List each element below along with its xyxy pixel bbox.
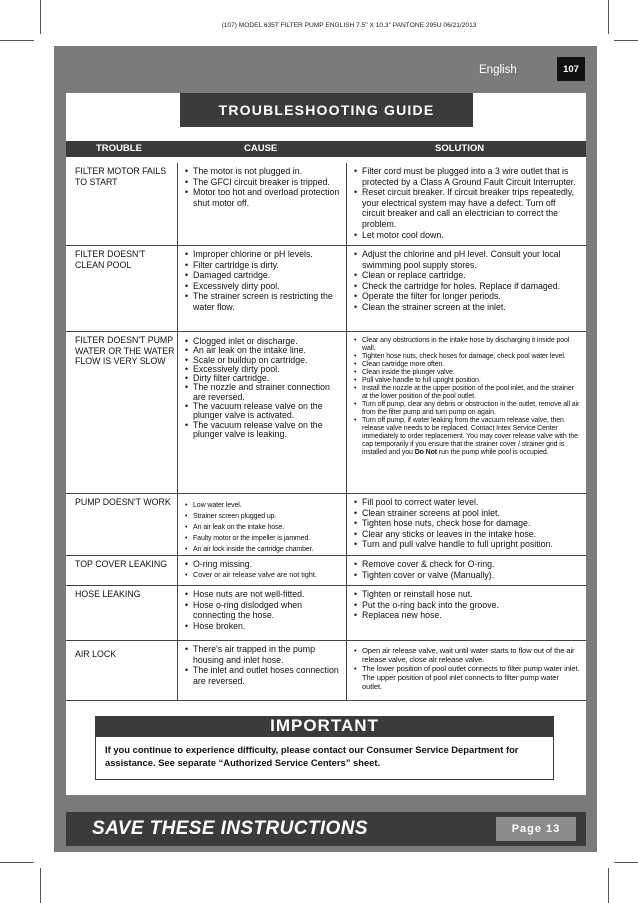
solution-item: • Pull valve handle to full upright position.: [352, 377, 580, 385]
solution-item: • Tighten cover or valve (Manually).: [352, 570, 580, 581]
cause-item: • Excessively dirty pool.: [183, 281, 343, 292]
cause-item: • Strainer screen plugged up.: [183, 511, 343, 522]
cause-list: [183, 166, 343, 208]
cause-item: • An air lock inside the cartridge chamber.: [183, 544, 343, 555]
cause-item: • Cover or air release valve are not tight.: [183, 570, 343, 581]
trouble-cell: HOSE LEAKING: [75, 589, 141, 599]
important-notice: If you continue to experience difficulty, please contact our Consumer Service Department for assistance. See separate “Authorized Service Centers” sheet.: [95, 736, 554, 780]
guide-title: TROUBLESHOOTING GUIDE: [180, 93, 473, 127]
troubleshooting-guide: [66, 93, 586, 795]
cause-item: • An air leak on the intake line.: [183, 346, 343, 355]
solution-item: • Clean or replace cartridge.: [352, 270, 580, 281]
solution-item: • Clear any sticks or leaves in the intake hose.: [352, 529, 580, 540]
trouble-cell: FILTER DOESN'T CLEAN POOL: [75, 249, 146, 270]
solution-item: • The lower position of pool outlet connects to filter pump water inlet. The upper position of pool inlet connects to filter pump water outlet.: [352, 664, 580, 691]
solution-item: • Adjust the chlorine and pH level. Consult your local swimming pool supply stores.: [352, 249, 580, 270]
cause-list: [183, 500, 343, 555]
solution-item: • Replacea new hose.: [352, 610, 580, 621]
cause-item: • Faulty motor or the impeller is jammed.: [183, 533, 343, 544]
table-row: [66, 641, 586, 701]
crop-mark: [614, 862, 638, 863]
table-header: [66, 141, 586, 157]
solution-item: • Clear any obstructions in the intake hose by discharging it inside pool wall.: [352, 337, 580, 353]
column-header-solution: SOLUTION: [435, 143, 485, 154]
solution-item: • Let motor cool down.: [352, 230, 580, 241]
cause-item: • Improper chlorine or pH levels.: [183, 249, 343, 260]
solution-item: • Filter cord must be plugged into a 3 wire outlet that is protected by a Class A Ground Fault Circuit Interrupter.: [352, 166, 580, 187]
cause-list: [183, 559, 343, 580]
cause-item: • The GFCI circuit breaker is tripped.: [183, 177, 343, 188]
solution-item: • Tighten hose nuts, check hose for damage.: [352, 518, 580, 529]
solution-item: • Turn off pump, clear any debris or obstruction in the outlet, remove all air from the filter pump and turn pump on again.: [352, 401, 580, 417]
trouble-cell: TOP COVER LEAKING: [75, 559, 168, 569]
solution-item: • Check the cartridge for holes. Replace if damaged.: [352, 281, 580, 292]
cause-list: [183, 249, 343, 313]
crop-mark: [614, 40, 638, 41]
solution-item: • Clean the strainer screen at the inlet.: [352, 302, 580, 313]
cause-item: • The vacuum release valve on the plunger valve is leaking.: [183, 421, 343, 440]
table-row: [66, 586, 586, 641]
solution-item: • Operate the filter for longer periods.: [352, 291, 580, 302]
solution-list: [352, 166, 580, 240]
print-spec-header: (107) MODEL 635T FILTER PUMP ENGLISH 7.5" X 10.3" PANTONE 295U 06/21/2013: [221, 22, 477, 29]
crop-mark: [608, 868, 609, 903]
solution-item: • Tighten hose nuts, check hoses for damage, check pool water level.: [352, 353, 580, 361]
save-instructions-title: SAVE THESE INSTRUCTIONS: [92, 818, 368, 839]
solution-list: [352, 646, 580, 691]
trouble-cell: FILTER MOTOR FAILS TO START: [75, 166, 167, 187]
cause-list: [183, 337, 343, 439]
table-row: [66, 163, 586, 246]
solution-item: • Open air release valve, wait until water starts to flow out of the air release valve, close air release valve.: [352, 646, 580, 664]
cause-item: • There's air trapped in the pump housing and inlet hose.: [183, 644, 343, 665]
table-row: [66, 246, 586, 332]
cause-list: [183, 589, 343, 631]
solution-item: • Clean cartridge more often.: [352, 361, 580, 369]
cause-item: • Motor too hot and overload protection shut motor off.: [183, 187, 343, 208]
column-header-cause: CAUSE: [244, 143, 278, 154]
cause-item: • Hose nuts are not well-fitted.: [183, 589, 343, 600]
cause-item: • Clogged inlet or discharge.: [183, 337, 343, 346]
cause-list: [183, 644, 343, 686]
cause-item: • The inlet and outlet hoses connection are reversed.: [183, 665, 343, 686]
cause-item: • Hose broken.: [183, 621, 343, 632]
solution-list: [352, 559, 580, 580]
solution-item: • Clean strainer screens at pool inlet.: [352, 508, 580, 519]
solution-list: [352, 337, 580, 457]
solution-list: [352, 497, 580, 550]
solution-item: • Fill pool to correct water level.: [352, 497, 580, 508]
cause-item: • The nozzle and strainer connection are reversed.: [183, 383, 343, 402]
crop-mark: [0, 40, 34, 41]
page-badge: 107: [557, 57, 585, 81]
cause-item: • The vacuum release valve on the plunger valve is activated.: [183, 402, 343, 421]
solution-item: • Clean inside the plunger valve.: [352, 369, 580, 377]
trouble-cell: AIR LOCK: [75, 649, 117, 659]
table-row: [66, 332, 586, 494]
important-heading: IMPORTANT: [95, 716, 554, 736]
footer-bar: [66, 812, 586, 846]
language-label: English: [479, 64, 517, 76]
cause-item: • The strainer screen is restricting the water flow.: [183, 291, 343, 312]
solution-item: • Remove cover & check for O-ring.: [352, 559, 580, 570]
solution-item: • Install the nozzle at the upper position of the pool inlet, and the strainer at the lower position of the pool outlet.: [352, 385, 580, 401]
solution-list: [352, 589, 580, 621]
solution-item: • Reset circuit breaker. If circuit breaker trips repeatedly, your electrical system may have a defect. Turn off circuit breaker and call an electrician to correct the problem.: [352, 187, 580, 229]
cause-item: • Hose o-ring dislodged when connecting the hose.: [183, 600, 343, 621]
solution-list: [352, 249, 580, 313]
table-row: [66, 494, 586, 556]
crop-mark: [40, 868, 41, 903]
solution-item: • Turn and pull valve handle to full upright position.: [352, 539, 580, 550]
cause-item: • Low water level.: [183, 500, 343, 511]
crop-mark: [0, 862, 34, 863]
cause-item: • O-ring missing.: [183, 559, 343, 570]
cause-item: • Dirty filter cartridge.: [183, 374, 343, 383]
table-row: [66, 556, 586, 586]
cause-item: • Excessively dirty pool.: [183, 365, 343, 374]
solution-item: • Turn off pump, if water leaking from the vacuum release valve, then release valve needs to be replaced. Contact Intex Service Center immediately to order replacement. You may cover release valve with the cap temporarily if you ensure that the strainer cover / strainer grid is installed and you Do Not run the pump while pool is occupied.: [352, 417, 580, 457]
trouble-cell: PUMP DOESN'T WORK: [75, 497, 171, 507]
cause-item: • Filter cartridge is dirty.: [183, 260, 343, 271]
column-header-trouble: TROUBLE: [96, 143, 142, 154]
trouble-cell: FILTER DOESN'T PUMP WATER OR THE WATER FLOW IS VERY SLOW: [75, 335, 175, 367]
cause-item: • Scale or buildup on cartridge.: [183, 356, 343, 365]
cause-item: • An air leak on the intake hose.: [183, 522, 343, 533]
solution-item: • Tighten or reinstall hose nut.: [352, 589, 580, 600]
solution-item: • Put the o-ring back into the groove.: [352, 600, 580, 611]
cause-item: • The motor is not plugged in.: [183, 166, 343, 177]
page-number: Page 13: [496, 817, 576, 841]
cause-item: • Damaged cartridge.: [183, 270, 343, 281]
